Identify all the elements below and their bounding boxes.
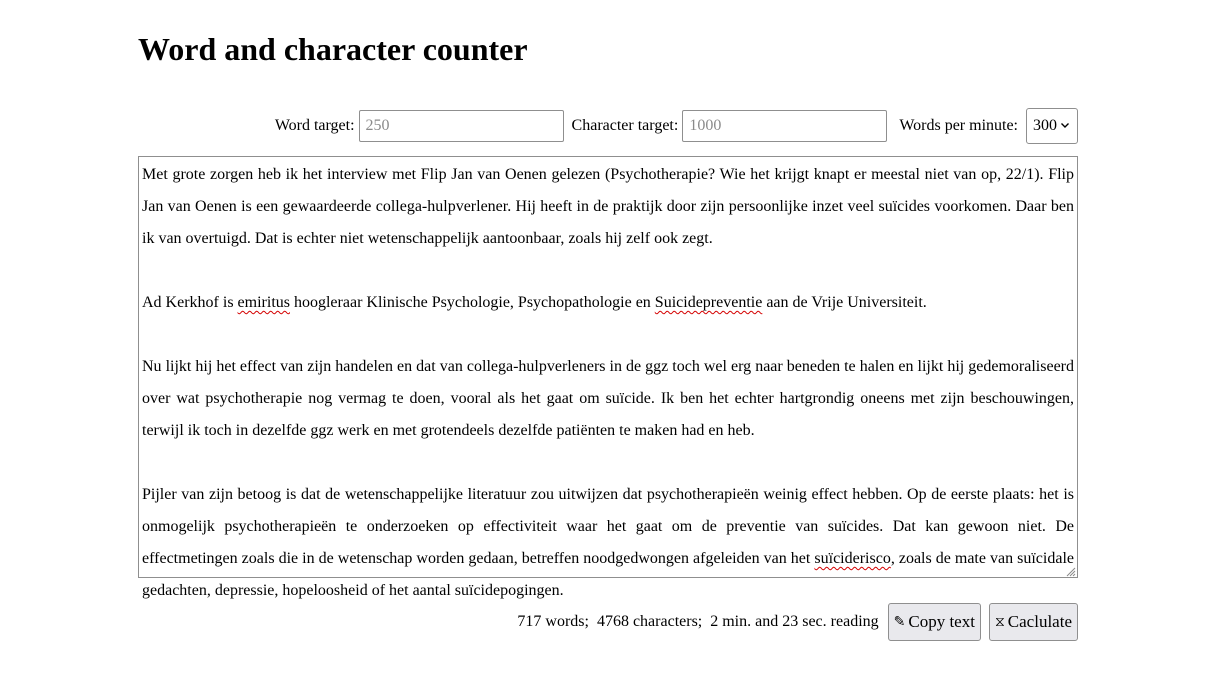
editor-content[interactable]: [139, 157, 1077, 607]
target-controls: [138, 107, 1078, 145]
paragraph: Met grote zorgen heb ik het interview met Flip Jan van Oenen gelezen (Psychotherapie? Wie het krijgt knapt er meestal niet van op, 22/1). Flip Jan van Oenen is een gewaardeerde collega-hulpverlener. Hij heeft in de praktijk door zijn persoonlijke inzet veel suïcides voorkomen. Daar ben ik van overtuigd. Dat is echter niet wetenschappelijk aantoonbaar, zoals hij zelf ook zegt.: [142, 166, 1074, 247]
character-target-label: Character target:: [571, 117, 679, 134]
word-count: 717 words;: [517, 613, 589, 630]
resize-grip-icon[interactable]: [1064, 564, 1076, 576]
copy-text-button[interactable]: [888, 603, 981, 641]
paragraph: Nu lijkt hij het effect van zijn handelen en dat van collega-hulpverleners in de ggz toch wel erg naar beneden te halen en lijkt hij gedemoraliseerd over wat psychotherapie nog vermag te doen, vooral als het gaat om suïcide. Ik ben het echter hartgrondig oneens met zijn beschouwingen, terwijl ik toch in dezelfde ggz werk en met grotendeels dezelfde patiënten te maken had en heb.: [142, 358, 1074, 439]
words-per-minute-select[interactable]: [1026, 108, 1078, 144]
chevron-down-icon: [1060, 117, 1070, 135]
paragraph: Pijler van zijn betoog is dat de wetenschappelijke literatuur zou uitwijzen dat psychotherapieën weinig effect hebben. Op de eerste plaats: het is onmogelijk psychotherapieën te onderzoeken op effectiviteit waar het gaat om de preventie van suïcides. Dat kan gewoon niet. De effectmetingen zoals die in de wetenschap worden gedaan, betreffen noodgedwongen afgeleiden van het suïciderisco, zoals de mate van suïcidale gedachten, depressie, hopeloosheid of het aantal suïcidepogingen.: [142, 486, 1074, 599]
word-target-label: Word target:: [274, 117, 355, 134]
word-target-input[interactable]: [359, 110, 564, 142]
status-bar: [138, 603, 1078, 641]
calculate-button[interactable]: [989, 603, 1078, 641]
pencil-icon: ✎: [893, 614, 906, 630]
text-input-area[interactable]: [138, 156, 1078, 599]
page-title: Word and character counter: [138, 31, 528, 67]
character-count: 4768 characters;: [596, 613, 703, 630]
paragraph: Ad Kerkhof is emiritus hoogleraar Klinische Psychologie, Psychopathologie en Suicidepreventie aan de Vrije Universiteit.: [142, 294, 927, 311]
misspelled-word: emiritus: [237, 294, 290, 311]
hourglass-icon: ⧖: [994, 614, 1005, 630]
words-per-minute-label: Words per minute:: [899, 117, 1018, 134]
misspelled-word: suïciderisco: [814, 550, 891, 567]
words-per-minute-value: 300: [1033, 117, 1057, 134]
copy-text-label: Copy text: [908, 612, 975, 631]
calculate-label: Caclulate: [1007, 612, 1072, 631]
reading-time: 2 min. and 23 sec. reading: [710, 613, 879, 630]
misspelled-word: Suicidepreventie: [654, 294, 763, 311]
character-target-input[interactable]: [682, 110, 887, 142]
